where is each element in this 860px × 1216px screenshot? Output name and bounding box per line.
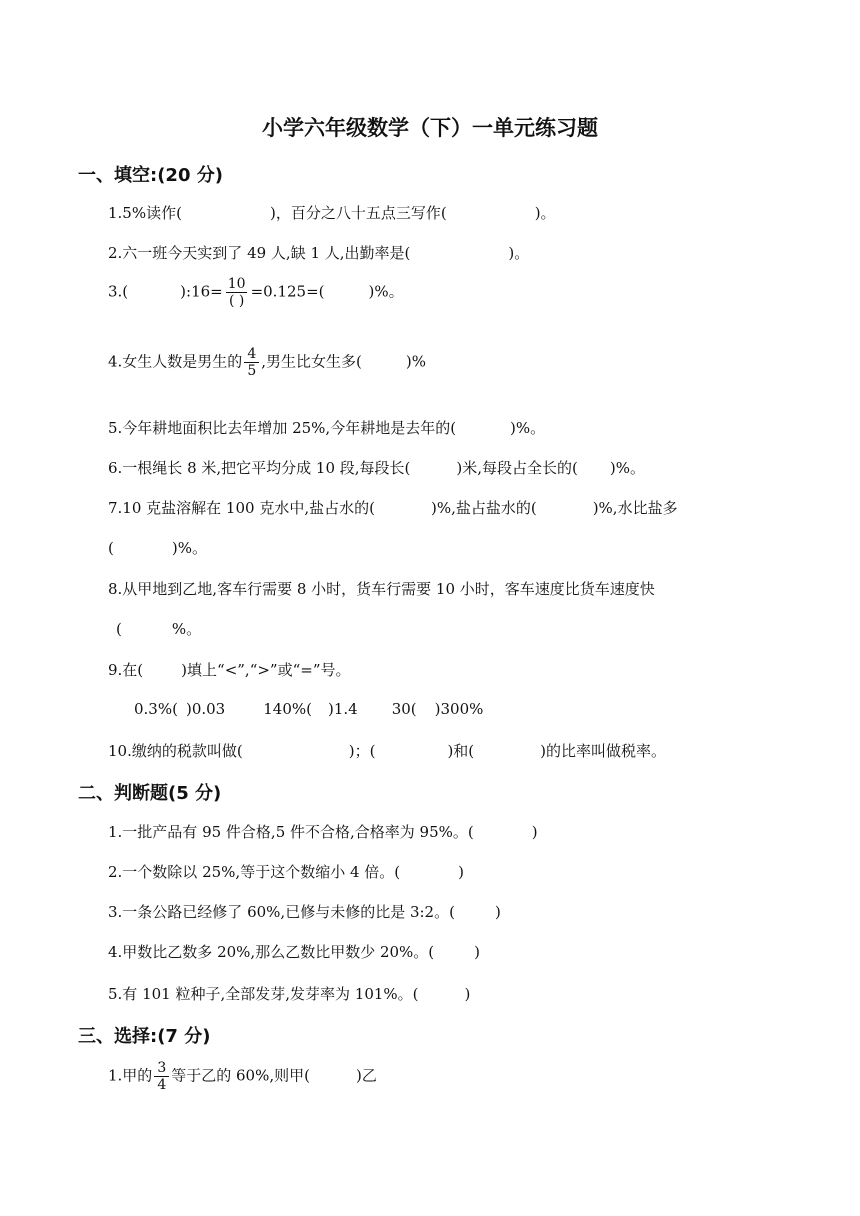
judge-question-1: 1.一批产品有 95 件合格,5 件不合格,合格率为 95%。( ) [108,823,538,841]
fill-question-8-continued: ( %。 [116,620,202,638]
fill-question-6: 6.一根绳长 8 米,把它平均分成 10 段,每段长( )米,每段占全长的( )%。 [108,459,645,477]
section-heading-choice: 三、选择:(7 分) [78,1026,211,1047]
fill-question-5: 5.今年耕地面积比去年增加 25%,今年耕地是去年的( )%。 [108,419,546,437]
section-heading-fill: 一、填空:(20 分) [78,165,223,186]
judge-question-4: 4.甲数比乙数多 20%,那么乙数比甲数少 20%。( ) [108,943,481,961]
fill-question-3: 3.( ):16= $\frac{10}{( )}$ =0.125=( )%。 [108,276,404,310]
judge-question-2: 2.一个数除以 25%,等于这个数缩小 4 倍。( ) [108,863,464,881]
section-heading-judge: 二、判断题(5 分) [78,783,222,804]
fill-question-7-continued: ( )%。 [108,539,207,557]
fraction: $\frac{4}{5}$ [244,346,259,379]
fill-question-2: 2.六一班今天实到了 49 人,缺 1 人,出勤率是( )。 [108,244,530,262]
judge-question-5: 5.有 101 粒种子,全部发芽,发芽率为 101%。( ) [108,985,471,1003]
fill-question-8: 8.从甲地到乙地,客车行需要 8 小时，货车行需要 10 小时，客车速度比货车速度快 [108,580,655,598]
fill-question-1: 1.5%读作( )，百分之八十五点三写作( )。 [108,204,556,222]
fill-question-10: 10.缴纳的税款叫做( )；( )和( )的比率叫做税率。 [108,742,667,760]
fill-question-9-items: 0.3%( )0.03 140%( )1.4 30( )300% [134,700,484,718]
fill-question-7: 7.10 克盐溶解在 100 克水中,盐占水的( )%,盐占盐水的( )%,水比盐多 [108,499,678,517]
page-title: 小学六年级数学（下）一单元练习题 [262,116,598,140]
fill-question-4: 4.女生人数是男生的 $\frac{4}{5}$ ,男生比女生多( )% [108,346,426,380]
fraction: $\frac{10}{( )}$ [227,276,246,310]
judge-question-3: 3.一条公路已经修了 60%,已修与未修的比是 3:2。( ) [108,903,501,921]
fraction: $\frac{3}{4}$ [154,1060,169,1093]
fill-question-9: 9.在( )填上“<”,“>”或“=”号。 [108,661,351,679]
choice-question-1: 1.甲的 $\frac{3}{4}$ 等于乙的 60%,则甲( )乙 [108,1060,377,1094]
